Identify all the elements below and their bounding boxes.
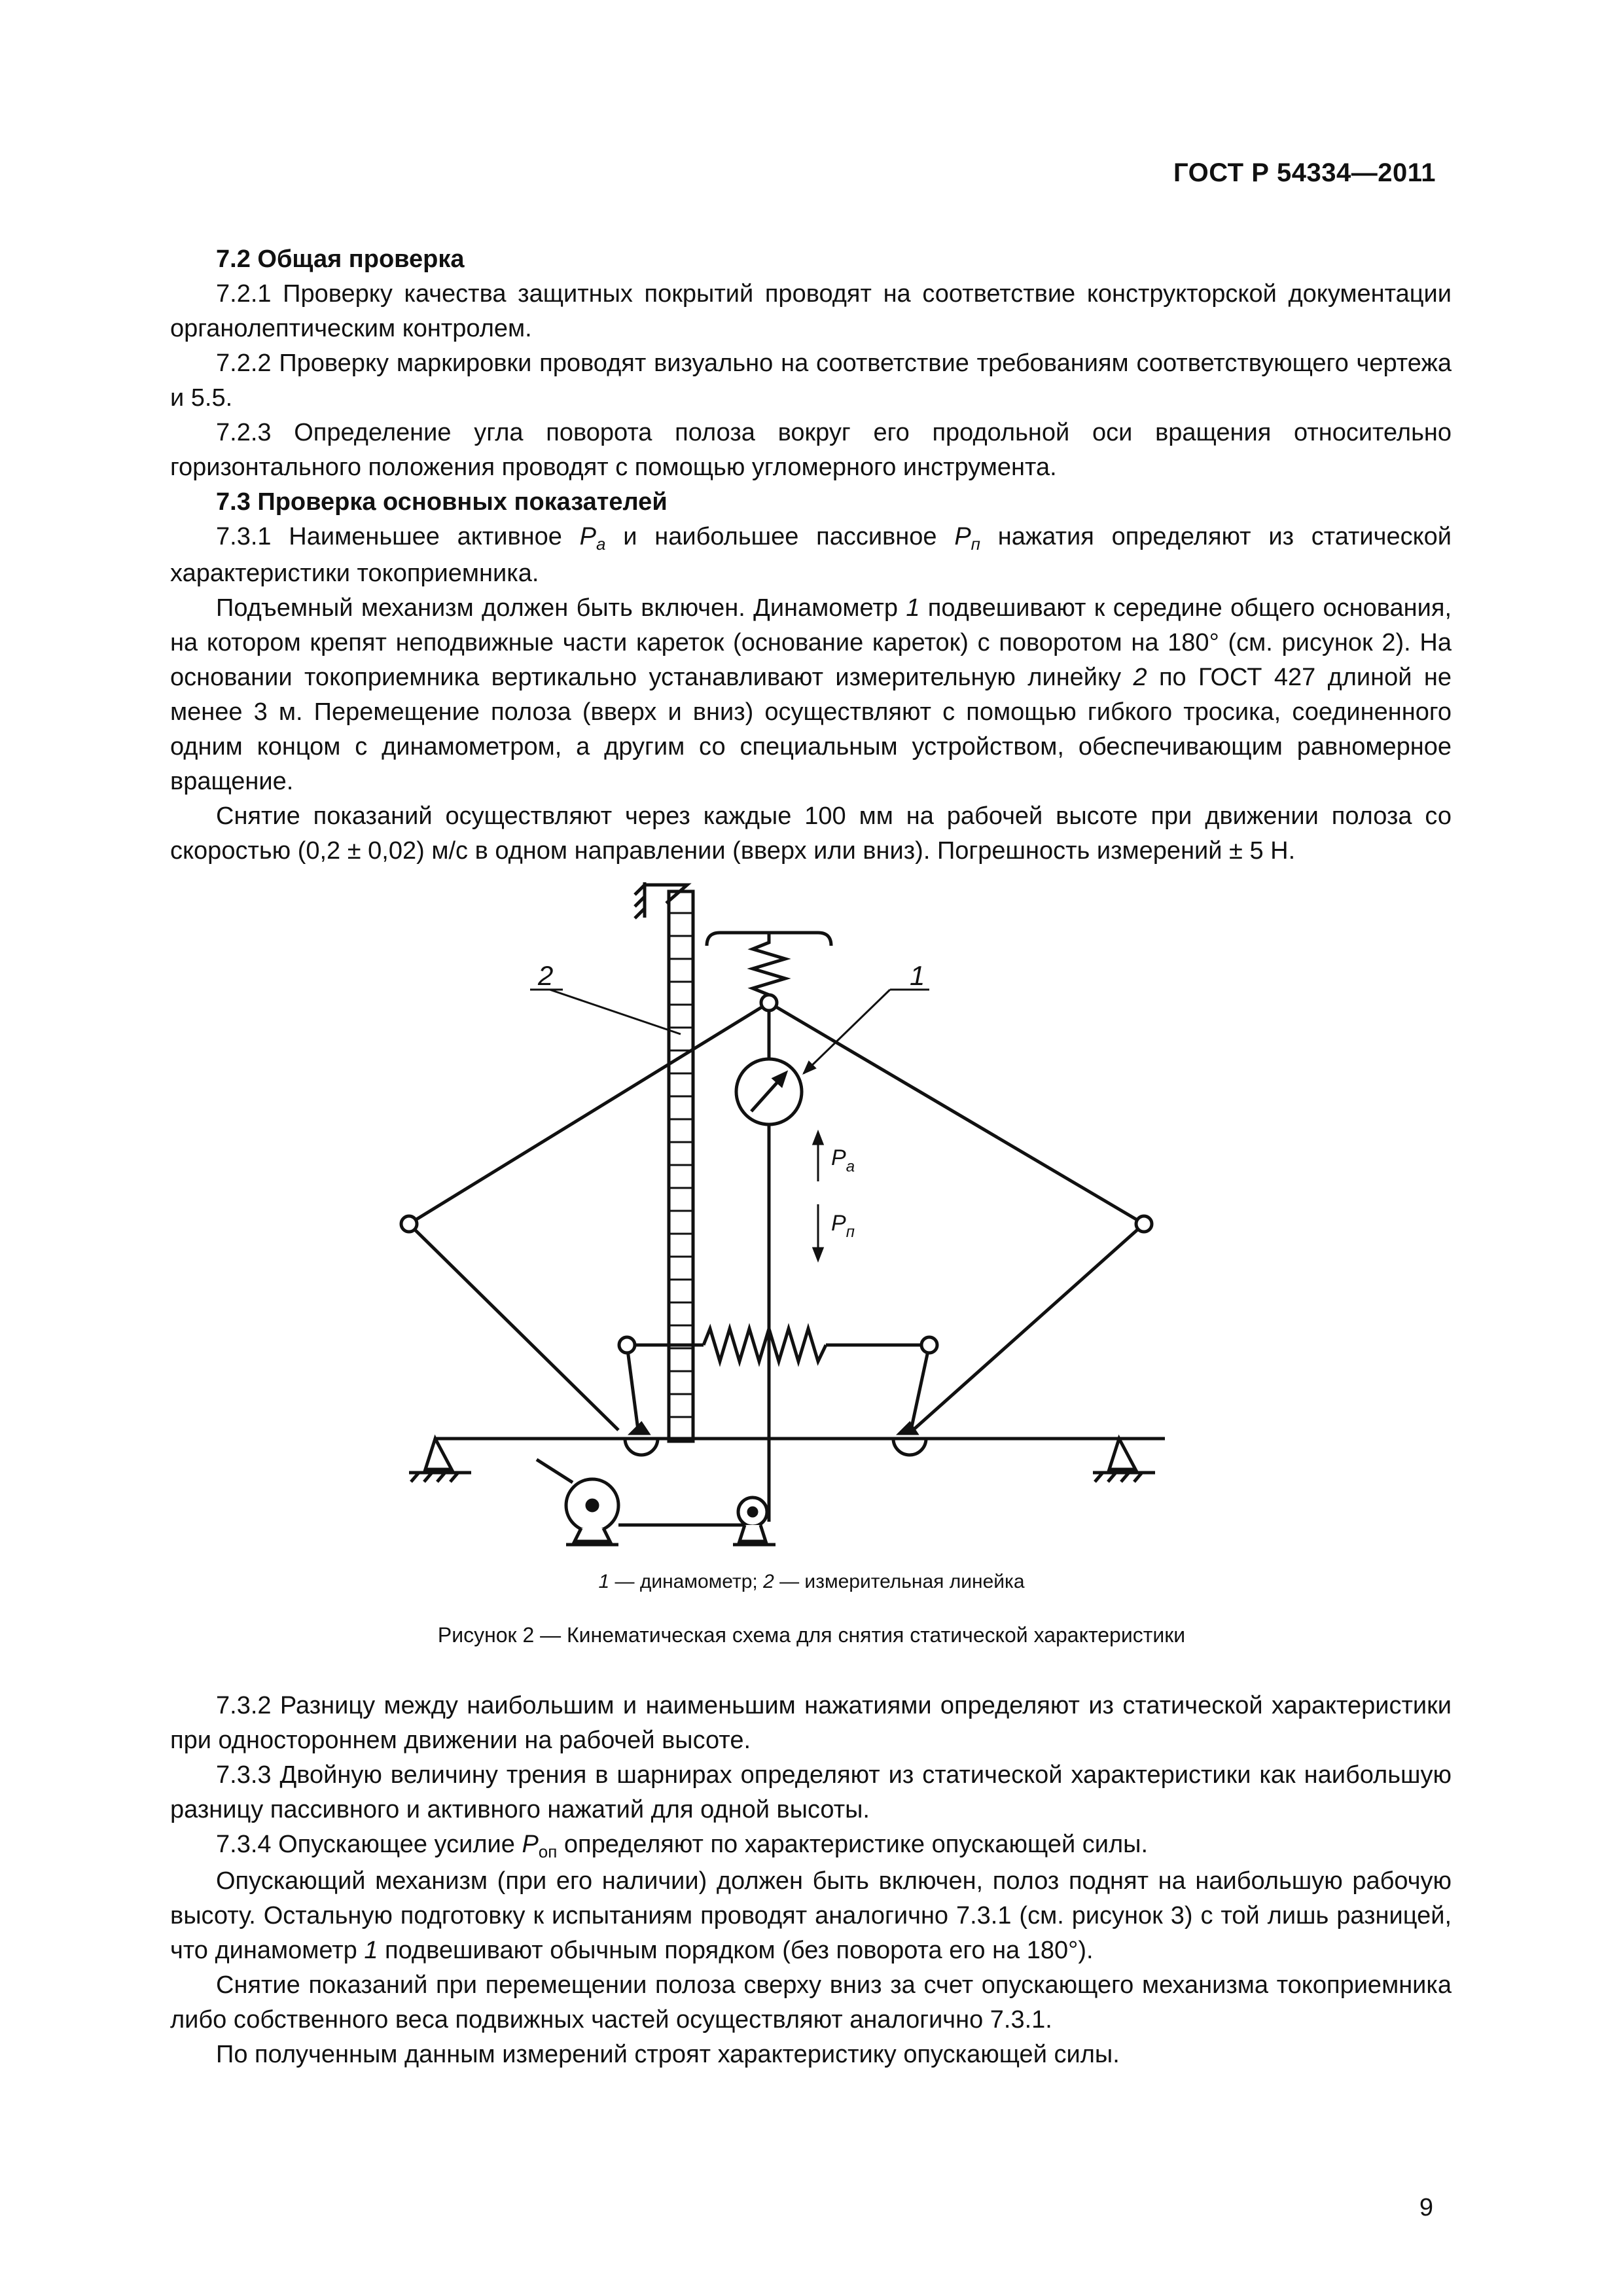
paragraph-lifting-mechanism: Подъемный механизм должен быть включен. Динамометр 1 подвешивают к середине общего основания, на котором крепят неподвижные части кареток (основание кареток) с поворотом на 180° (см. рисунок 2). На основании токоприемника вертикально устанавливают измерительную линейку 2 по ГОСТ 427 длиной не менее 3 м. Перемещение полоза (вверх и вниз) осуществляют с помощью гибкого тросика, соединенного одним концом с динамометром, а другим со специальным устройством, обеспечивающим равномерное вращение. <box>170 594 1452 795</box>
paragraph-7-3-1: 7.3.1 Наименьшее активное $P_а$ и наибольшее пассивное $P_п$ нажатия определяют из статической характеристики токоприемника. <box>170 523 1452 587</box>
paragraph-lowering-mechanism: Опускающий механизм (при его наличии) должен быть включен, полоз поднят на наибольшую рабочую высоту. Остальную подготовку к испытаниям проводят аналогично 7.3.1 (см. рисунок 3) с той лишь разницей, что динамометр 1 подвешивают обычным порядком (без поворота его на 180°). <box>170 1867 1452 1964</box>
callout-1: 1 <box>910 960 925 991</box>
winch-drum <box>537 1460 759 1545</box>
paragraph-readings: Снятие показаний осуществляют через каждые 100 мм на рабочей высоте при движении полоза со скоростью (0,2 ± 0,02) м/с в одном направлении (вверх или вниз). Погрешность измерений ± 5 Н. <box>170 802 1452 865</box>
force-passive-label: $P_п$ <box>831 1211 855 1241</box>
paragraph-readings-lowering: Снятие показаний при перемещении полоза сверху вниз за счет опускающего механизма токоприемника либо собственного веса подвижных частей осуществляют аналогично 7.3.1. <box>170 1971 1452 2034</box>
paragraph-7-2-3: 7.2.3 Определение угла поворота полоза вокруг его продольной оси вращения относительно горизонтального положения проводят с помощью угломерного инструмента. <box>170 419 1452 481</box>
right-support <box>1093 1439 1155 1482</box>
left-support <box>409 1439 471 1482</box>
section-heading-7-3: 7.3 Проверка основных показателей <box>216 488 668 516</box>
callout-2: 2 <box>538 960 554 991</box>
paragraph-7-3-4: 7.3.4 Опускающее усилие $P_{оп}$ определяют по характеристике опускающей силы. <box>216 1831 1149 1861</box>
spring-right-pivot <box>921 1337 937 1353</box>
horizontal-spring <box>627 1329 929 1430</box>
left-hinge <box>401 1216 417 1232</box>
paragraph-characteristic: По полученным данным измерений строят характеристику опускающей силы. <box>216 2041 1120 2068</box>
document-id: ГОСТ Р 54334—2011 <box>1173 158 1436 187</box>
section-heading-7-2: 7.2 Общая проверка <box>216 245 465 273</box>
callout-2-leader <box>550 990 681 1034</box>
figure-caption: Рисунок 2 — Кинематическая схема для снятия статической характеристики <box>437 1623 1186 1647</box>
page-number: 9 <box>1419 2194 1433 2221</box>
right-hinge <box>1136 1216 1152 1232</box>
base-frame <box>435 1424 1165 1455</box>
spring-left-pivot <box>619 1337 635 1353</box>
force-active-label: $P_а$ <box>831 1145 855 1175</box>
top-spring <box>707 933 831 998</box>
measuring-ruler <box>669 891 693 1441</box>
paragraph-7-3-2: 7.3.2 Разницу между наибольшим и наименьшим нажатиями определяют из статической характеристики при одностороннем движении на рабочей высоте. <box>170 1692 1452 1754</box>
top-hinge <box>761 995 777 1011</box>
text-block-top <box>170 242 1452 869</box>
figure-legend: 1 — динамометр; 2 — измерительная линейка <box>598 1571 1025 1592</box>
text-block-bottom <box>170 1689 1452 2072</box>
paragraph-7-3-3: 7.3.3 Двойную величину трения в шарнирах определяют из статической характеристики как наибольшую разницу пассивного и активного нажатий для одной высоты. <box>170 1761 1452 1823</box>
kinematic-diagram <box>366 864 1283 1590</box>
paragraph-7-2-2: 7.2.2 Проверку маркировки проводят визуально на соответствие требованиям соответствующего чертежа и 5.5. <box>170 350 1452 412</box>
dynamometer <box>736 1011 802 1522</box>
force-arrows <box>813 1132 823 1260</box>
paragraph-7-2-1: 7.2.1 Проверку качества защитных покрытий проводят на соответствие конструкторской документации органолептическим контролем. <box>170 280 1452 342</box>
